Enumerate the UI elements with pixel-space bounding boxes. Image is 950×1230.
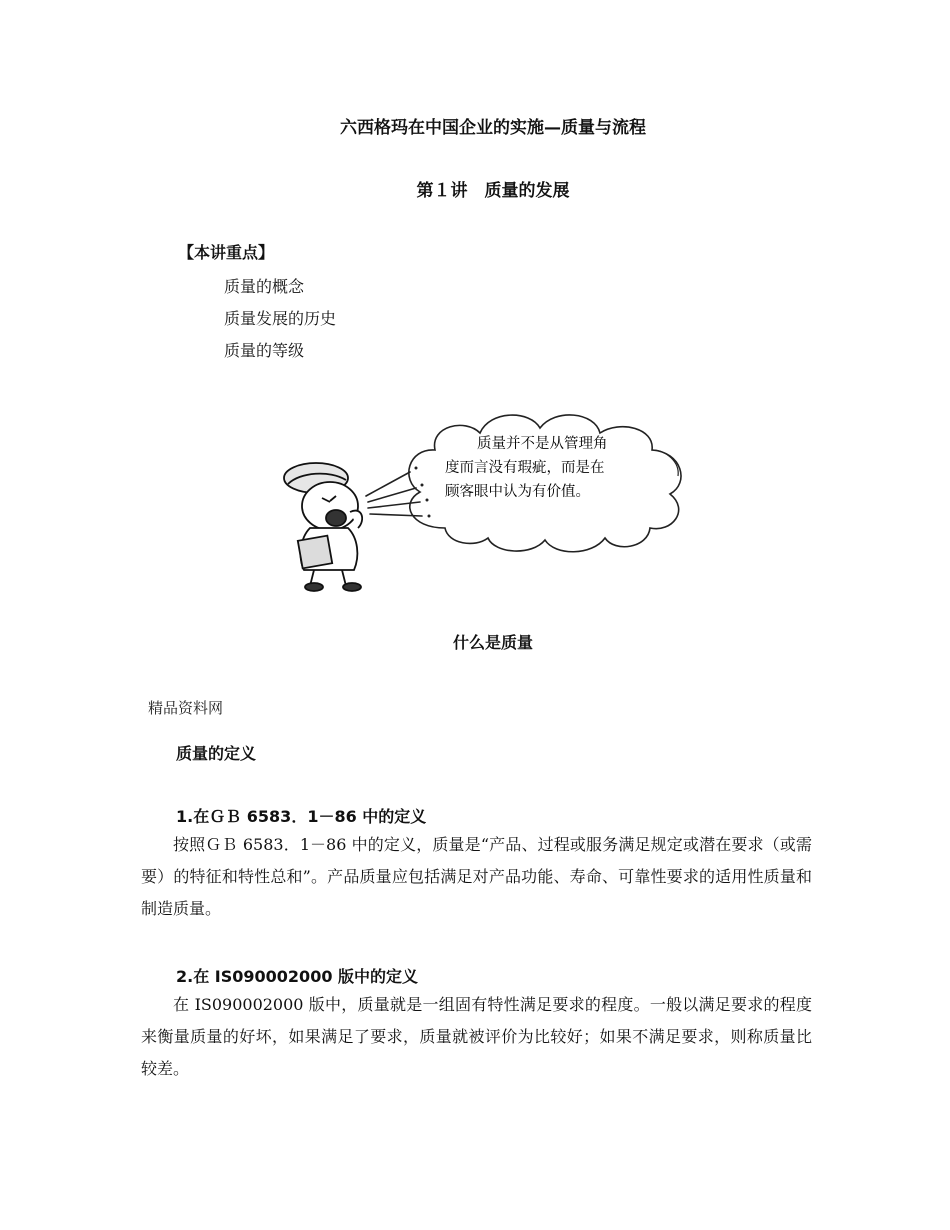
speaker-cartoon-illustration xyxy=(270,388,710,593)
lecture-title: 第１讲 质量的发展 xyxy=(416,181,570,201)
bubble-line: 顾客眼中认为有价值。 xyxy=(445,484,590,500)
subsection-heading: 2.在 IS090002000 版中的定义 xyxy=(176,967,419,986)
focus-item: 质量发展的历史 xyxy=(224,309,337,328)
character xyxy=(284,463,362,591)
site-label: 精品资料网 xyxy=(148,699,224,717)
focus-item: 质量的概念 xyxy=(224,277,305,296)
focus-item: 质量的等级 xyxy=(224,341,305,360)
paragraph: 按照ＧＢ 6583．1－86 中的定义，质量是“产品、过程或服务满足规定或潜在要求（或需要）的特征和特性总和”。产品质量应包括满足对产品功能、寿命、可靠性要求的适用性质量和制造质量。 xyxy=(141,835,812,918)
document-title: 六西格玛在中国企业的实施—质量与流程 xyxy=(340,118,646,138)
subsection-heading: 1.在ＧＢ 6583．1－86 中的定义 xyxy=(176,807,427,826)
focus-heading: 【本讲重点】 xyxy=(178,243,275,262)
definition-heading: 质量的定义 xyxy=(176,744,257,763)
paragraph: 在 IS090002000 版中，质量就是一组固有特性满足要求的程度。一般以满足要求的程度来衡量质量的好坏，如果满足了要求，质量就被评价为比较好；如果不满足要求，则称质量比较差。 xyxy=(141,995,812,1078)
section-caption: 什么是质量 xyxy=(452,633,533,652)
bubble-line: 质量并不是从管理角 xyxy=(477,436,608,452)
bubble-line: 度而言没有瑕疵，而是在 xyxy=(445,460,605,476)
